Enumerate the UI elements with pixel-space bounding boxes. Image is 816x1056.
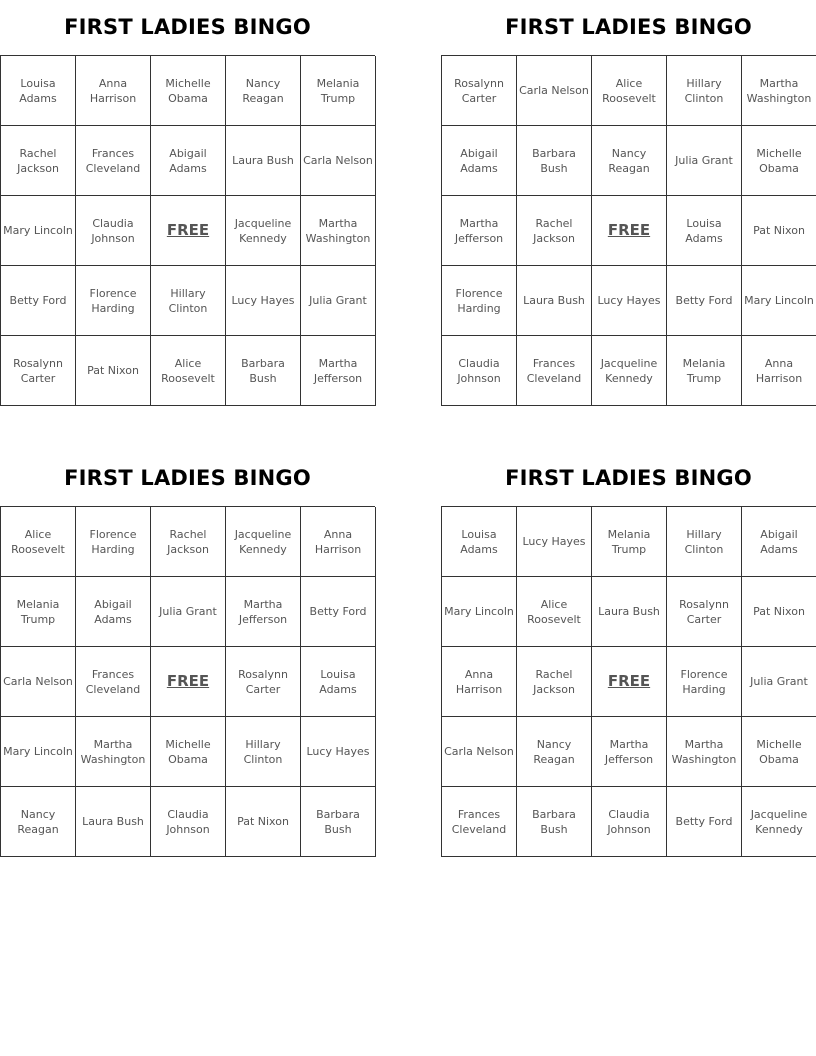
bingo-cell: Nancy Reagan [1, 787, 76, 857]
bingo-cell: Hillary Clinton [667, 507, 742, 577]
bingo-cell: Michelle Obama [151, 56, 226, 126]
bingo-cell: Martha Jefferson [592, 717, 667, 787]
bingo-cell: Rosalynn Carter [1, 336, 76, 406]
bingo-cell: Claudia Johnson [592, 787, 667, 857]
bingo-cell: Martha Jefferson [442, 196, 517, 266]
bingo-cell: Abigail Adams [742, 507, 816, 577]
bingo-cell: Lucy Hayes [517, 507, 592, 577]
bingo-cell: Claudia Johnson [442, 336, 517, 406]
bingo-cell: Nancy Reagan [226, 56, 301, 126]
bingo-cell: Nancy Reagan [517, 717, 592, 787]
bingo-cell: Hillary Clinton [151, 266, 226, 336]
bingo-cell: Rosalynn Carter [667, 577, 742, 647]
bingo-cell: Pat Nixon [742, 577, 816, 647]
bingo-cell: Julia Grant [151, 577, 226, 647]
bingo-cell: Frances Cleveland [442, 787, 517, 857]
bingo-cell: Rachel Jackson [151, 507, 226, 577]
bingo-cell: Jacqueline Kennedy [742, 787, 816, 857]
free-space: FREE [592, 647, 667, 717]
bingo-cell: Alice Roosevelt [592, 56, 667, 126]
bingo-cell: Barbara Bush [517, 787, 592, 857]
bingo-cell: Mary Lincoln [442, 577, 517, 647]
bingo-cell: Florence Harding [442, 266, 517, 336]
card-title: FIRST LADIES BINGO [64, 466, 311, 490]
bingo-cell: Louisa Adams [442, 507, 517, 577]
bingo-cell: Carla Nelson [301, 126, 376, 196]
bingo-cell: Mary Lincoln [1, 196, 76, 266]
card-title: FIRST LADIES BINGO [505, 15, 752, 39]
bingo-cell: Louisa Adams [1, 56, 76, 126]
bingo-cell: Anna Harrison [742, 336, 816, 406]
bingo-cell: Michelle Obama [742, 126, 816, 196]
bingo-cell: Pat Nixon [742, 196, 816, 266]
bingo-card-4 [441, 451, 816, 857]
bingo-cell: Lucy Hayes [301, 717, 376, 787]
bingo-cell: Betty Ford [1, 266, 76, 336]
bingo-cell: Abigail Adams [76, 577, 151, 647]
bingo-cell: Carla Nelson [517, 56, 592, 126]
bingo-cell: Abigail Adams [442, 126, 517, 196]
bingo-cell: Betty Ford [667, 266, 742, 336]
bingo-cell: Carla Nelson [442, 717, 517, 787]
bingo-cell: Laura Bush [517, 266, 592, 336]
bingo-cell: Melania Trump [1, 577, 76, 647]
bingo-cell: Alice Roosevelt [1, 507, 76, 577]
bingo-cell: Pat Nixon [76, 336, 151, 406]
bingo-cell: Julia Grant [742, 647, 816, 717]
bingo-cell: Pat Nixon [226, 787, 301, 857]
bingo-grid [441, 55, 816, 406]
bingo-cell: Melania Trump [301, 56, 376, 126]
bingo-cell: Betty Ford [667, 787, 742, 857]
bingo-cell: Claudia Johnson [151, 787, 226, 857]
bingo-cell: Julia Grant [301, 266, 376, 336]
bingo-cell: Mary Lincoln [742, 266, 816, 336]
bingo-cell: Barbara Bush [226, 336, 301, 406]
bingo-cell: Rachel Jackson [517, 647, 592, 717]
bingo-cell: Laura Bush [76, 787, 151, 857]
bingo-cell: Lucy Hayes [592, 266, 667, 336]
bingo-cell: Frances Cleveland [76, 647, 151, 717]
bingo-grid [441, 506, 816, 857]
bingo-cell: Lucy Hayes [226, 266, 301, 336]
bingo-grid [0, 506, 375, 857]
bingo-cell: Florence Harding [76, 507, 151, 577]
bingo-cell: Martha Washington [301, 196, 376, 266]
free-space: FREE [151, 647, 226, 717]
bingo-cell: Michelle Obama [151, 717, 226, 787]
bingo-cell: Alice Roosevelt [151, 336, 226, 406]
bingo-cell: Louisa Adams [667, 196, 742, 266]
bingo-cell: Rachel Jackson [517, 196, 592, 266]
bingo-cell: Mary Lincoln [1, 717, 76, 787]
bingo-cell: Florence Harding [667, 647, 742, 717]
bingo-cell: Barbara Bush [517, 126, 592, 196]
bingo-cell: Abigail Adams [151, 126, 226, 196]
bingo-cell: Laura Bush [592, 577, 667, 647]
bingo-card-2 [441, 0, 816, 406]
free-space: FREE [592, 196, 667, 266]
bingo-cell: Martha Jefferson [226, 577, 301, 647]
bingo-cell: Anna Harrison [76, 56, 151, 126]
bingo-cell: Rosalynn Carter [442, 56, 517, 126]
bingo-card-3 [0, 451, 375, 857]
bingo-cell: Alice Roosevelt [517, 577, 592, 647]
bingo-cell: Martha Washington [667, 717, 742, 787]
bingo-cell: Hillary Clinton [667, 56, 742, 126]
bingo-cell: Jacqueline Kennedy [592, 336, 667, 406]
bingo-cell: Frances Cleveland [517, 336, 592, 406]
bingo-cell: Barbara Bush [301, 787, 376, 857]
bingo-cell: Florence Harding [76, 266, 151, 336]
bingo-cell: Melania Trump [667, 336, 742, 406]
bingo-cell: Hillary Clinton [226, 717, 301, 787]
bingo-cell: Claudia Johnson [76, 196, 151, 266]
bingo-cell: Jacqueline Kennedy [226, 507, 301, 577]
bingo-cell: Betty Ford [301, 577, 376, 647]
bingo-cell: Melania Trump [592, 507, 667, 577]
card-title: FIRST LADIES BINGO [64, 15, 311, 39]
free-space: FREE [151, 196, 226, 266]
bingo-cell: Martha Washington [76, 717, 151, 787]
card-title: FIRST LADIES BINGO [505, 466, 752, 490]
bingo-cell: Jacqueline Kennedy [226, 196, 301, 266]
bingo-cell: Martha Washington [742, 56, 816, 126]
bingo-cell: Frances Cleveland [76, 126, 151, 196]
bingo-cell: Anna Harrison [442, 647, 517, 717]
bingo-cell: Nancy Reagan [592, 126, 667, 196]
bingo-cell: Louisa Adams [301, 647, 376, 717]
bingo-cell: Rosalynn Carter [226, 647, 301, 717]
bingo-cell: Laura Bush [226, 126, 301, 196]
bingo-card-1 [0, 0, 375, 406]
bingo-cell: Anna Harrison [301, 507, 376, 577]
bingo-cell: Michelle Obama [742, 717, 816, 787]
bingo-cell: Julia Grant [667, 126, 742, 196]
bingo-cell: Rachel Jackson [1, 126, 76, 196]
bingo-cell: Martha Jefferson [301, 336, 376, 406]
bingo-grid [0, 55, 375, 406]
bingo-cell: Carla Nelson [1, 647, 76, 717]
